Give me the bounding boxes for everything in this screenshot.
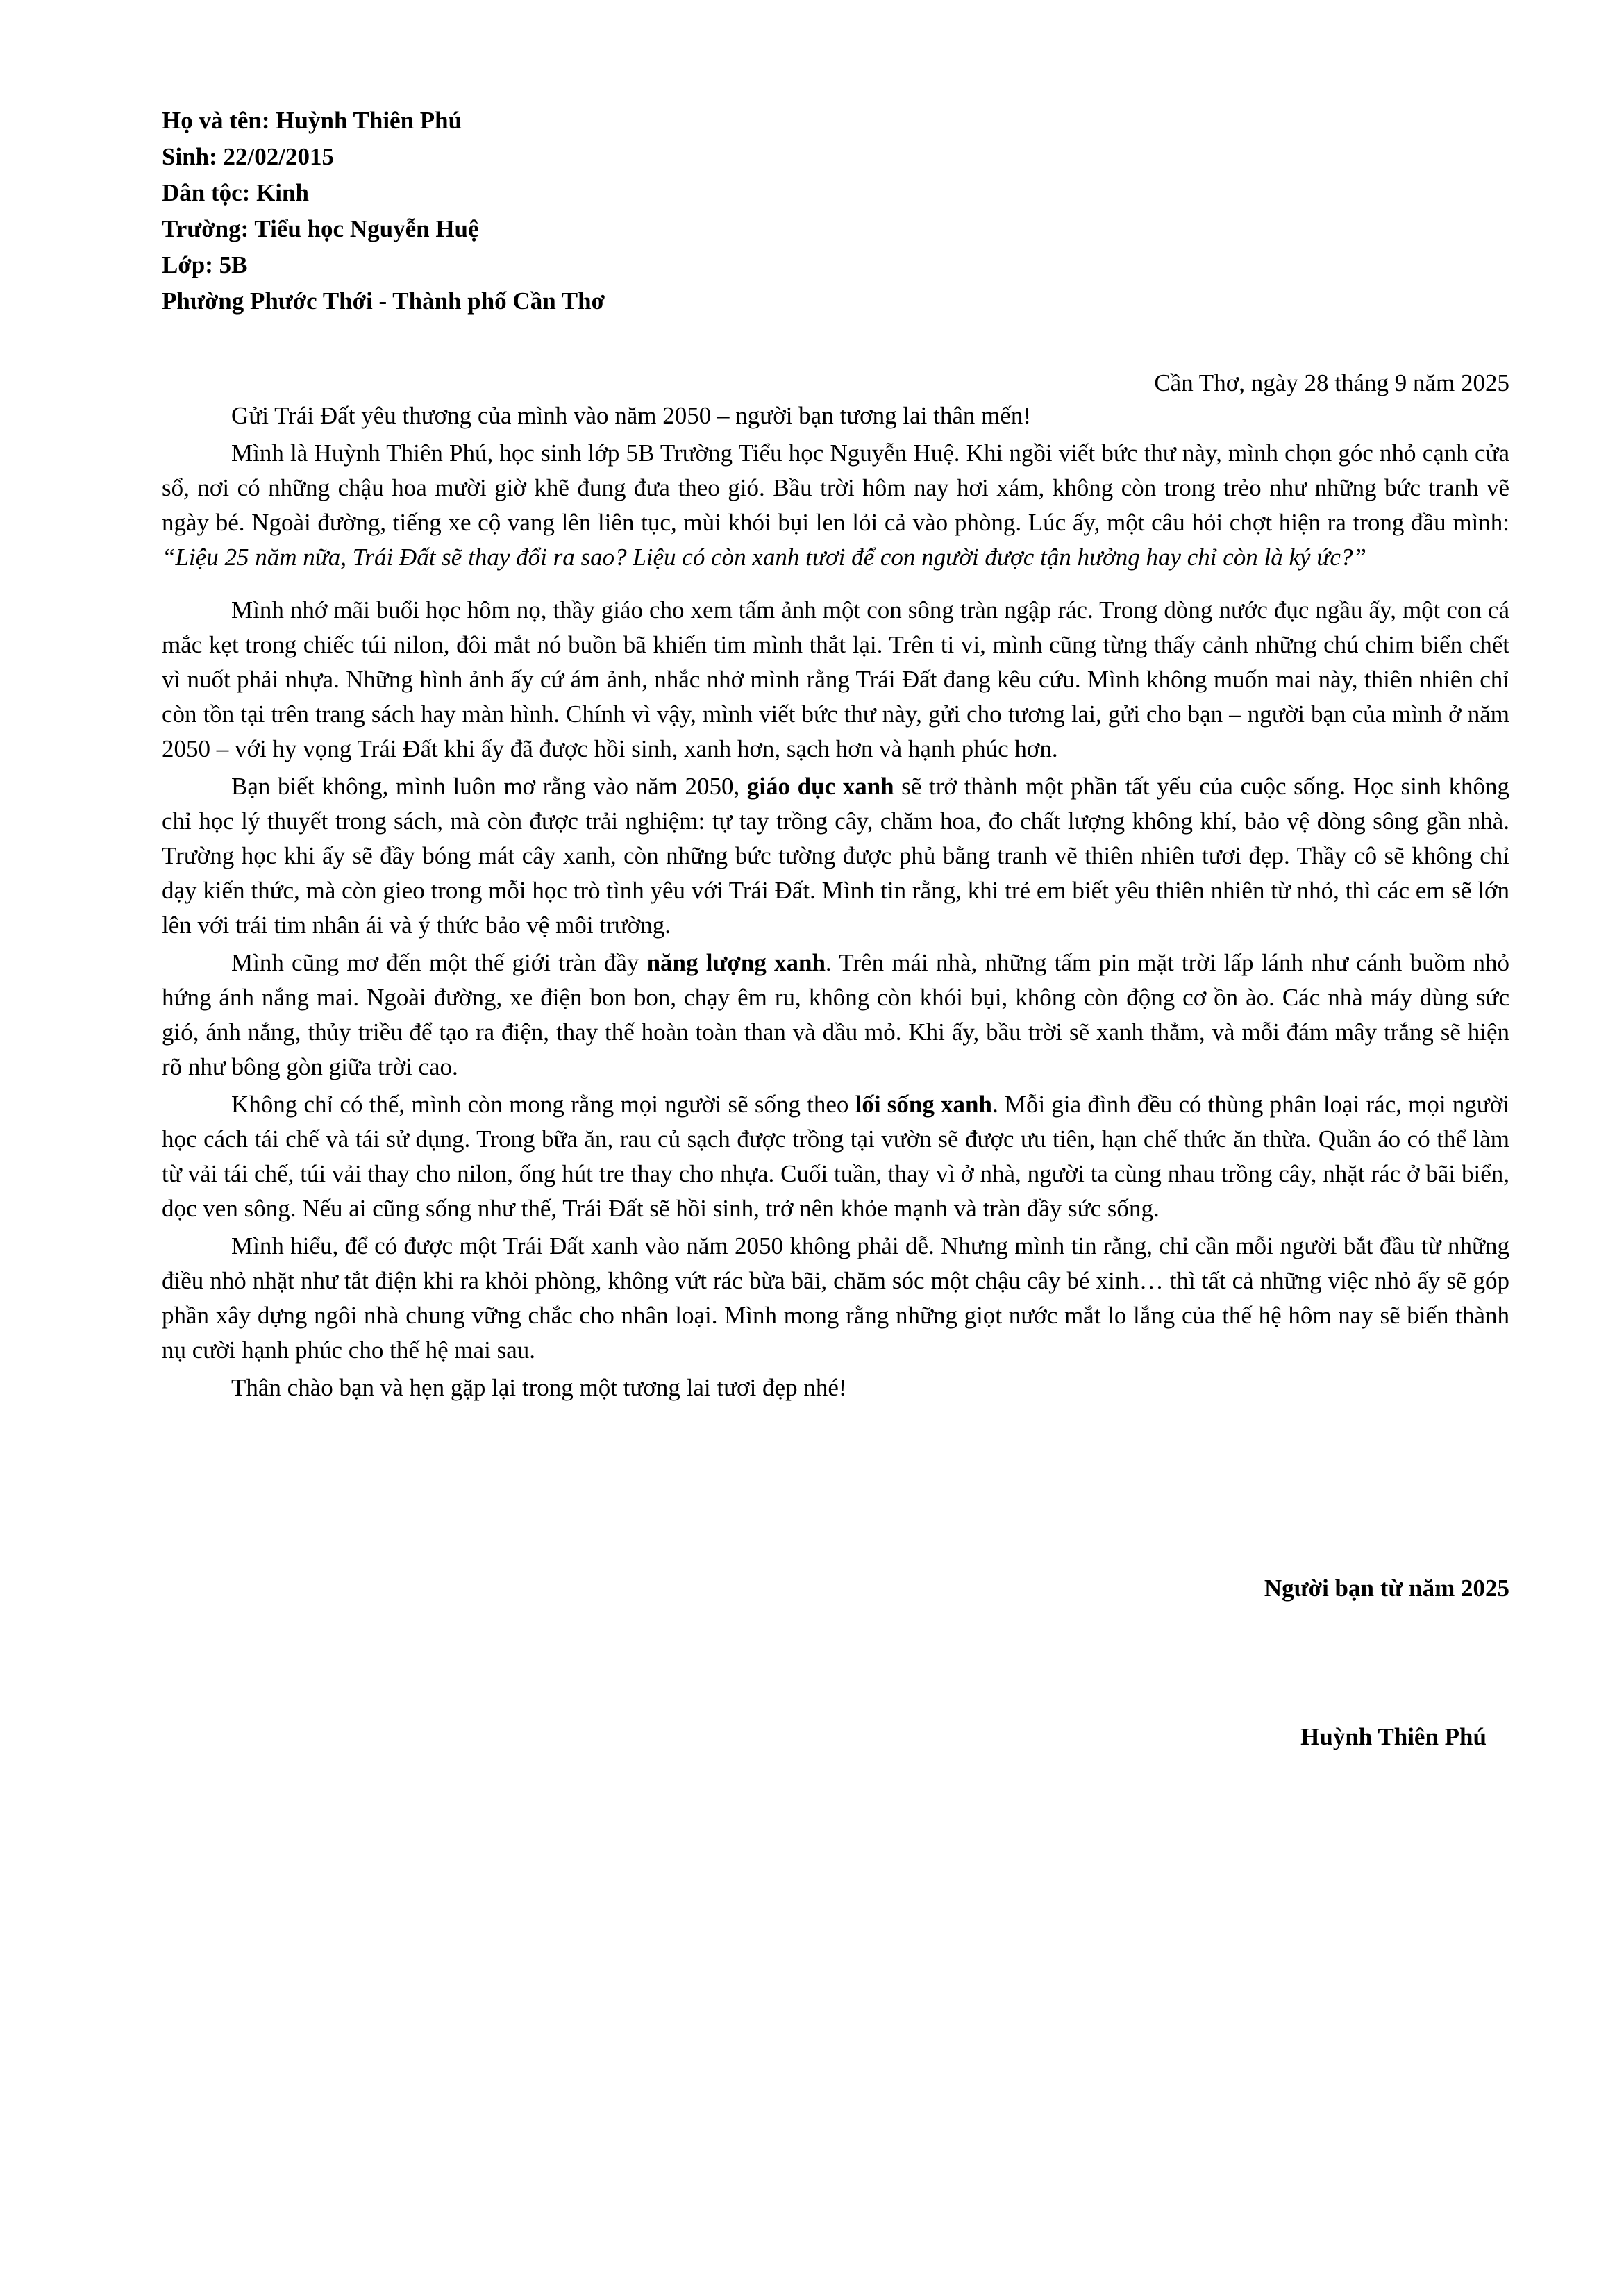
letter-paragraph-green-education	[162, 769, 1509, 943]
intro-question-quote: “Liệu 25 năm nữa, Trái Đất sẽ thay đổi ra sao? Liệu có còn xanh tươi để con người được tận hưởng hay chỉ còn là ký ức?”	[162, 544, 1366, 571]
green-lifestyle-rest: . Mỗi gia đình đều có thùng phân loại rác, mọi người học cách tái chế và tái sử dụng. Trong bữa ăn, rau củ sạch được trồng tại vườn sẽ được ưu tiên, hạn chế thức ăn thừa. Quần áo có thể làm từ vải tái chế, túi vải thay cho nilon, ống hút tre thay cho nhựa. Cuối tuần, thay vì ở nhà, người ta cùng nhau trồng cây, nhặt rác ở bãi biển, dọc ven sông. Nếu ai cũng sống như thế, Trái Đất sẽ hồi sinh, trở nên khỏe mạnh và tràn đầy sức sống.	[162, 1091, 1510, 1222]
green-lifestyle-lead: Không chỉ có thế, mình còn mong rằng mọi người sẽ sống theo	[231, 1091, 855, 1118]
student-address: Phường Phước Thới - Thành phố Cần Thơ	[162, 287, 605, 315]
letter-paragraph-green-energy	[162, 946, 1509, 1084]
place-and-date: Cần Thơ, ngày 28 tháng 9 năm 2025	[1154, 369, 1509, 396]
intro-text: Mình là Huỳnh Thiên Phú, học sinh lớp 5B Trường Tiểu học Nguyễn Huệ. Khi ngồi viết bức thư này, mình chọn góc nhỏ cạnh cửa sổ, nơi có những chậu hoa mười giờ khẽ đung đưa theo gió. Bầu trời hôm nay hơi xám, không còn trong trẻo như những bức tranh vẽ ngày bé. Ngoài đường, tiếng xe cộ vang lên liên tục, mùi khói bụi len lỏi cả vào phòng. Lúc ấy, một câu hỏi chợt hiện ra trong đầu mình:	[162, 439, 1509, 536]
student-class: Lớp: 5B	[162, 251, 248, 278]
letter-paragraph-memory: Mình nhớ mãi buổi học hôm nọ, thầy giáo cho xem tấm ảnh một con sông tràn ngập rác. Trong dòng nước đục ngầu ấy, một con cá mắc kẹt trong chiếc túi nilon, đôi mắt nó buồn bã khiến tim mình thắt lại. Trên ti vi, mình cũng từng thấy cảnh những chú chim biển chết vì nuốt phải nhựa. Những hình ảnh ấy cứ ám ảnh, nhắc nhở mình rằng Trái Đất đang kêu cứu. Mình không muốn mai này, thiên nhiên chỉ còn tồn tại trên trang sách hay màn hình. Chính vì vậy, mình viết bức thư này, gửi cho tương lai, gửi cho bạn – người bạn của mình ở năm 2050 – với hy vọng Trái Đất khi ấy đã được hồi sinh, xanh hơn, sạch hơn và hạnh phúc hơn.	[162, 596, 1509, 762]
green-education-keyword: giáo dục xanh	[746, 773, 894, 800]
student-school: Trường: Tiểu học Nguyễn Huệ	[162, 215, 479, 242]
letter-closing: Người bạn từ năm 2025	[1264, 1575, 1509, 1602]
green-energy-keyword: năng lượng xanh	[646, 949, 826, 976]
student-name: Họ và tên: Huỳnh Thiên Phú	[162, 107, 462, 134]
letter-greeting: Gửi Trái Đất yêu thương của mình vào năm 2050 – người bạn tương lai thân mến!	[231, 402, 1032, 429]
student-birthdate: Sinh: 22/02/2015	[162, 143, 334, 170]
green-education-rest: sẽ trở thành một phần tất yếu của cuộc sống. Học sinh không chỉ học lý thuyết trong sách, mà còn được trải nghiệm: tự tay trồng cây, chăm hoa, đo chất lượng không khí, bảo vệ dòng sông gần nhà. Trường học khi ấy sẽ đầy bóng mát cây xanh, còn những bức tường được phủ bằng tranh vẽ thiên nhiên tươi đẹp. Thầy cô sẽ không chỉ dạy kiến thức, mà còn gieo trong mỗi học trò tình yêu với Trái Đất. Mình tin rằng, khi trẻ em biết yêu thiên nhiên từ nhỏ, thì các em sẽ lớn lên với trái tim nhân ái và ý thức bảo vệ môi trường.	[162, 773, 1509, 939]
signature-name: Huỳnh Thiên Phú	[1300, 1723, 1487, 1750]
letter-paragraph-green-lifestyle	[162, 1087, 1509, 1226]
letter-body	[162, 399, 1509, 1408]
green-energy-rest: . Trên mái nhà, những tấm pin mặt trời lấp lánh như cánh buồm nhỏ hứng ánh nắng mai. Ngoài đường, xe điện bon bon, chạy êm ru, không còn khói bụi, không còn động cơ ồn ào. Các nhà máy dùng sức gió, ánh nắng, thủy triều để tạo ra điện, thay thế hoàn toàn than và dầu mỏ. Khi ấy, bầu trời sẽ xanh thẳm, và mỗi đám mây trắng sẽ hiện rõ như bông gòn giữa trời cao.	[162, 949, 1510, 1080]
letter-paragraph-intro	[162, 436, 1509, 575]
green-lifestyle-keyword: lối sống xanh	[855, 1091, 992, 1118]
student-info-header	[162, 103, 995, 319]
letter-farewell: Thân chào bạn và hẹn gặp lại trong một tương lai tươi đẹp nhé!	[231, 1374, 847, 1401]
green-energy-lead: Mình cũng mơ đến một thế giới tràn đầy	[231, 949, 647, 976]
green-education-lead: Bạn biết không, mình luôn mơ rằng vào năm 2050,	[231, 773, 747, 800]
student-ethnicity: Dân tộc: Kinh	[162, 179, 309, 206]
letter-paragraph-conclusion: Mình hiểu, để có được một Trái Đất xanh vào năm 2050 không phải dễ. Nhưng mình tin rằng, chỉ cần mỗi người bắt đầu từ những điều nhỏ nhặt như tắt điện khi ra khỏi phòng, không vứt rác bừa bãi, chăm sóc một chậu cây bé xinh… thì tất cả những việc nhỏ ấy sẽ góp phần xây dựng ngôi nhà chung vững chắc cho nhân loại. Mình mong rằng những giọt nước mắt lo lắng của thế hệ hôm nay sẽ biến thành nụ cười hạnh phúc cho thế hệ mai sau.	[162, 1232, 1509, 1364]
